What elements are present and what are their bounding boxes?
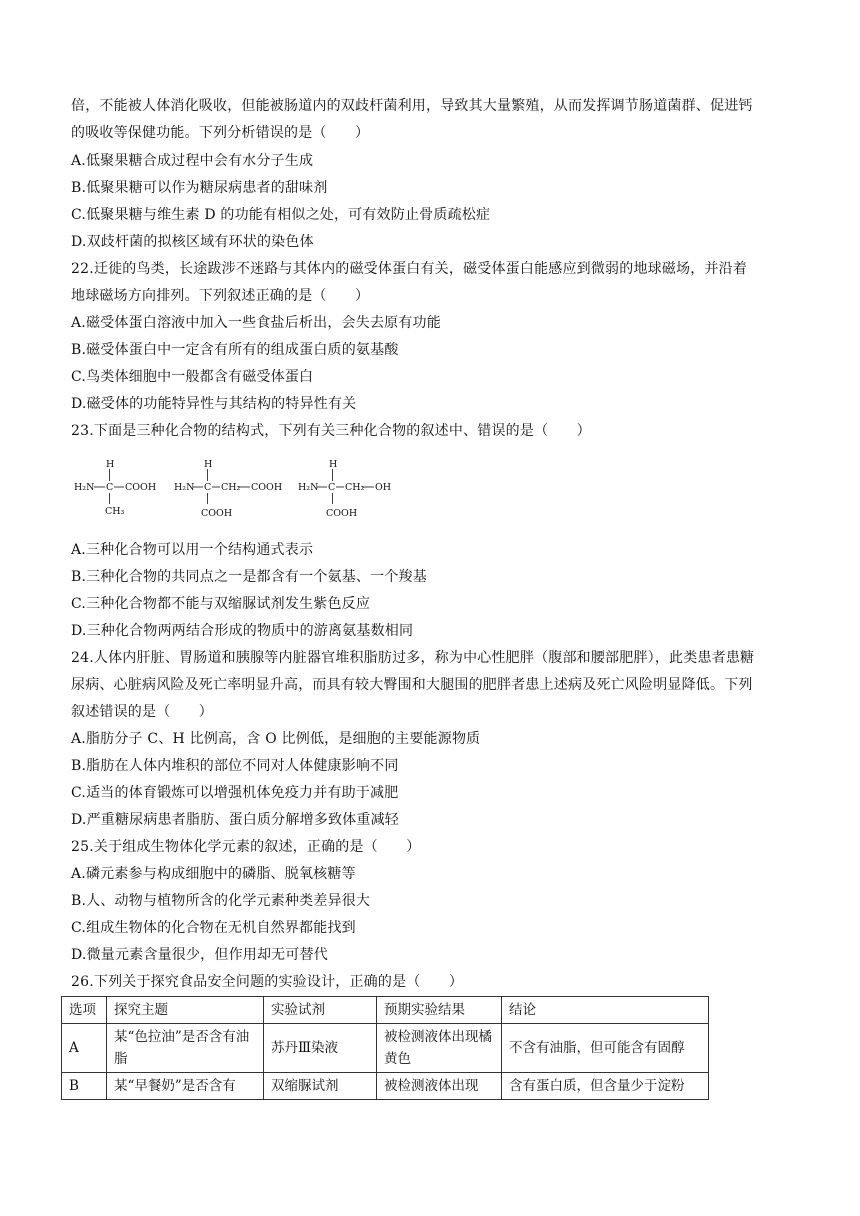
c3-top-h: H (329, 459, 338, 470)
table-cell: 不含有油脂，但可能含有固醇 (502, 1024, 709, 1073)
q21-option-b: B.低聚果糖可以作为糖尿病患者的甜味剂 (71, 180, 328, 196)
c2-center-c: C (204, 482, 212, 493)
q23-stem: 23.下面是三种化合物的结构式，下列有关三种化合物的叙述中、错误的是（ ） (71, 423, 591, 439)
c1-center-c: C (106, 482, 114, 493)
c1-bottom-group: CH₃ (105, 506, 125, 517)
c3-bottom-group: COOH (326, 508, 358, 519)
table-cell: 某“早餐奶”是否含有 (107, 1073, 264, 1100)
c2-mid-group: CH₂ (221, 482, 241, 493)
q25-option-d: D.微量元素含量很少，但作用却无可替代 (71, 947, 328, 963)
table-header-cell: 结论 (502, 997, 709, 1024)
table-row (62, 1024, 709, 1073)
q26-stem: 26.下列关于探究食品安全问题的实验设计，正确的是（ ） (71, 974, 464, 990)
table-cell: 某“色拉油”是否含有油脂 (107, 1024, 264, 1073)
c3-mid-group: CH₂ (345, 482, 365, 493)
c3-right-group: OH (375, 482, 392, 493)
q22-option-a: A.磁受体蛋白溶液中加入一些食盐后析出，会失去原有功能 (71, 315, 441, 331)
table-cell: A (62, 1024, 107, 1073)
c1-right-group: COOH (125, 482, 157, 493)
q21-option-d: D.双歧杆菌的拟核区域有环状的染色体 (71, 234, 314, 250)
c2-bottom-group: COOH (201, 508, 233, 519)
q24-stem-line-1: 24.人体内肝脏、胃肠道和胰腺等内脏器官堆积脂肪过多，称为中心性肥胖（腹部和腰部肥胖），此类患者患糖 (71, 650, 755, 666)
table-cell: 被检测液体出现 (377, 1073, 502, 1100)
q26-table (61, 996, 709, 1100)
c1-left-group: H₂N (74, 482, 95, 493)
table-header-cell: 选项 (62, 997, 107, 1024)
q23-option-c: C.三种化合物都不能与双缩脲试剂发生紫色反应 (71, 596, 371, 612)
table-header-cell: 预期实验结果 (377, 997, 502, 1024)
c2-left-group: H₂N (174, 482, 195, 493)
q23-option-b: B.三种化合物的共同点之一是都含有一个氨基、一个羧基 (71, 569, 427, 585)
q23-option-a: A.三种化合物可以用一个结构通式表示 (71, 542, 314, 558)
q22-stem-line-2: 地球磁场方向排列。下列叙述正确的是（ ） (71, 288, 370, 304)
q24-stem-line-2: 尿病、心脏病风险及死亡率明显升高，而具有较大臀围和大腿围的肥胖者患上述病及死亡风险明显降低。下列 (71, 677, 753, 693)
table-cell: 被检测液体出现橘黄色 (377, 1024, 502, 1073)
q22-stem-line-1: 22.迁徙的鸟类，长途跋涉不迷路与其体内的磁受体蛋白有关，磁受体蛋白能感应到微弱的地球磁场，并沿着 (71, 261, 748, 277)
compound-1 (74, 459, 156, 517)
q24-option-b: B.脂肪在人体内堆积的部位不同对人体健康影响不同 (71, 758, 399, 774)
c3-center-c: C (328, 482, 336, 493)
table-header-cell: 探究主题 (107, 997, 264, 1024)
c1-top-h: H (106, 459, 115, 470)
chemical-structures-figure (72, 456, 402, 526)
q25-stem: 25.关于组成生物体化学元素的叙述，正确的是（ ） (71, 839, 421, 855)
table-header-cell: 实验试剂 (264, 997, 377, 1024)
table-row (62, 1073, 709, 1100)
q21-stem-line-1: 倍，不能被人体消化吸收，但能被肠道内的双歧杆菌利用，导致其大量繁殖，从而发挥调节肠道菌群、促进钙 (71, 98, 753, 114)
compound-2 (174, 459, 282, 519)
q24-stem-line-3: 叙述错误的是（ ） (71, 704, 213, 720)
table-cell: 苏丹Ⅲ染液 (264, 1024, 377, 1073)
table-cell: 含有蛋白质，但含量少于淀粉 (502, 1073, 709, 1100)
q25-option-b: B.人、动物与植物所含的化学元素种类差异很大 (71, 893, 371, 909)
table-header-row (62, 997, 709, 1024)
c2-top-h: H (204, 459, 213, 470)
q21-option-c: C.低聚果糖与维生素 D 的功能有相似之处，可有效防止骨质疏松症 (71, 207, 491, 223)
q24-option-c: C.适当的体育锻炼可以增强机体免疫力并有助于减肥 (71, 785, 399, 801)
table-cell: 双缩脲试剂 (264, 1073, 377, 1100)
q22-option-c: C.鸟类体细胞中一般都含有磁受体蛋白 (71, 369, 314, 385)
q25-option-c: C.组成生物体的化合物在无机自然界都能找到 (71, 920, 356, 936)
q22-option-b: B.磁受体蛋白中一定含有所有的组成蛋白质的氨基酸 (71, 342, 399, 358)
c2-right-group: COOH (251, 482, 283, 493)
compound-3 (298, 459, 391, 519)
q25-option-a: A.磷元素参与构成细胞中的磷脂、脱氧核糖等 (71, 866, 356, 882)
q24-option-d: D.严重糖尿病患者脂肪、蛋白质分解增多致体重减轻 (71, 812, 399, 828)
q21-stem-line-2: 的吸收等保健功能。下列分析错误的是（ ） (71, 125, 370, 141)
c3-left-group: H₂N (298, 482, 319, 493)
table-cell: B (62, 1073, 107, 1100)
q24-option-a: A.脂肪分子 C、H 比例高，含 O 比例低，是细胞的主要能源物质 (71, 731, 481, 747)
q21-option-a: A.低聚果糖合成过程中会有水分子生成 (71, 153, 314, 169)
q22-option-d: D.磁受体的功能特异性与其结构的特异性有关 (71, 396, 357, 412)
q23-option-d: D.三种化合物两两结合形成的物质中的游离氨基数相同 (71, 623, 414, 639)
